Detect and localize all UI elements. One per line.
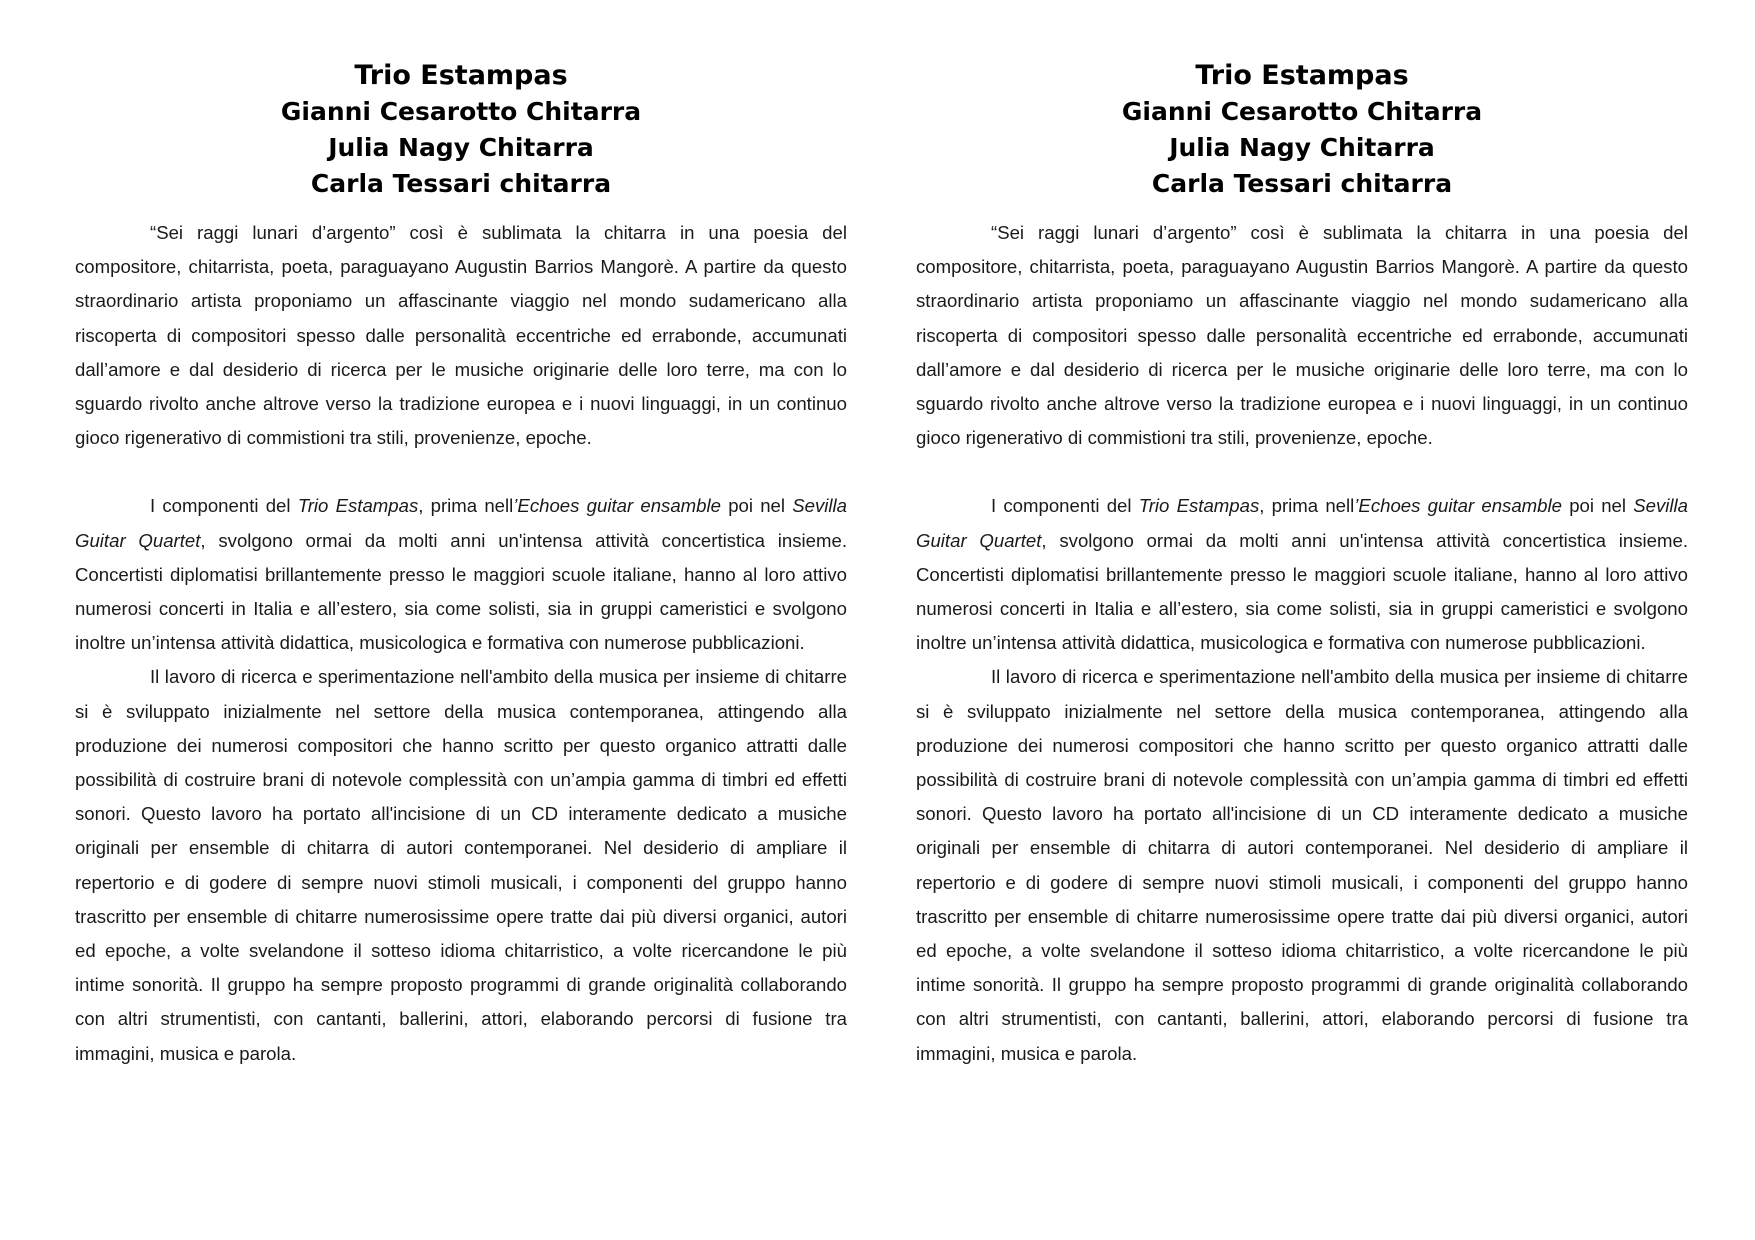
- paragraph-intro: [916, 216, 1688, 455]
- ensemble-title: Trio Estampas: [1195, 60, 1409, 91]
- italic-text-run: Sevilla Guitar Quartet: [75, 495, 848, 551]
- paragraph-members: [916, 489, 1688, 660]
- heading-block: [75, 58, 847, 202]
- performer-line: Gianni Cesarotto Chitarra: [1121, 97, 1483, 126]
- performer-line: Carla Tessari chitarra: [1151, 169, 1453, 198]
- text-run: poi nel: [720, 495, 793, 517]
- page-column-left: [75, 58, 847, 1071]
- text-run: , prima nell: [418, 495, 514, 517]
- text-run: “Sei raggi lunari d’argento” così è sublimata la chitarra in una poesia del compositore, chitarrista, poeta, paraguayano Augustin Barrios Mangorè. A partire da questo straordinario artista proponiamo un affascinante viaggio nel mondo sudamericano alla riscoperta di compositori spesso dalle personalità eccentriche ed errabonde, accumunati dall’amore e dal desiderio di ricerca per le musiche originarie delle loro terre, ma con lo sguardo rivolto anche altrove verso la tradizione europea e i nuovi linguaggi, in un continuo gioco rigenerativo di commistioni tra stili, provenienze, epoche.: [75, 222, 847, 449]
- italic-text-run: Sevilla Guitar Quartet: [916, 495, 1689, 551]
- text-run: Il lavoro di ricerca e sperimentazione nell'ambito della musica per insieme di chitarre si è sviluppato inizialmente nel settore della musica contemporanea, attingendo alla produzione dei numerosi compositori che hanno scritto per questo organico attratti dalle possibilità di costruire brani di notevole complessità con un’ampia gamma di timbri ed effetti sonori. Questo lavoro ha portato all'incisione di un CD interamente dedicato a musiche originali per ensemble di chitarra di autori contemporanei. Nel desiderio di ampliare il repertorio e di godere di sempre nuovi stimoli musicali, i componenti del gruppo hanno trascritto per ensemble di chitarre numerosissime opere tratte dai più diversi organici, autori ed epoche, a volte svelandone il sotteso idioma chitarristico, a volte ricercandone le più intime sonorità. Il gruppo ha sempre proposto programmi di grande originalità collaborando con altri strumentisti, con cantanti, ballerini, attori, elaborando percorsi di fusione tra immagini, musica e parola.: [916, 666, 1688, 1064]
- performer-line: Carla Tessari chitarra: [310, 169, 612, 198]
- italic-text-run: Trio Estampas: [297, 495, 419, 517]
- body-text: [916, 216, 1688, 1071]
- text-run: I componenti del: [150, 495, 298, 517]
- ensemble-title: Trio Estampas: [354, 60, 568, 91]
- text-run: I componenti del: [991, 495, 1139, 517]
- text-run: poi nel: [1561, 495, 1634, 517]
- italic-text-run: ’Echoes guitar ensamble: [513, 495, 721, 517]
- italic-text-run: ’Echoes guitar ensamble: [1354, 495, 1562, 517]
- text-run: , svolgono ormai da molti anni un'intensa attività concertistica insieme. Concertisti diplomatisi brillantemente presso le maggiori scuole italiane, hanno al loro attivo numerosi concerti in Italia e all’estero, sia come solisti, sia in gruppi cameristici e svolgono inoltre un’intensa attività didattica, musicologica e formativa con numerose pubblicazioni.: [75, 529, 847, 654]
- performer-line: Gianni Cesarotto Chitarra: [280, 97, 642, 126]
- text-run: “Sei raggi lunari d’argento” così è sublimata la chitarra in una poesia del compositore, chitarrista, poeta, paraguayano Augustin Barrios Mangorè. A partire da questo straordinario artista proponiamo un affascinante viaggio nel mondo sudamericano alla riscoperta di compositori spesso dalle personalità eccentriche ed errabonde, accumunati dall’amore e dal desiderio di ricerca per le musiche originarie delle loro terre, ma con lo sguardo rivolto anche altrove verso la tradizione europea e i nuovi linguaggi, in un continuo gioco rigenerativo di commistioni tra stili, provenienze, epoche.: [916, 222, 1688, 449]
- page-column-right: [916, 58, 1688, 1071]
- performer-line: Julia Nagy Chitarra: [1169, 133, 1435, 162]
- paragraph-research: [75, 660, 847, 1070]
- paragraph-members: [75, 489, 847, 660]
- paragraph-research: [916, 660, 1688, 1070]
- performer-line: Julia Nagy Chitarra: [328, 133, 594, 162]
- text-run: , svolgono ormai da molti anni un'intensa attività concertistica insieme. Concertisti diplomatisi brillantemente presso le maggiori scuole italiane, hanno al loro attivo numerosi concerti in Italia e all’estero, sia come solisti, sia in gruppi cameristici e svolgono inoltre un’intensa attività didattica, musicologica e formativa con numerose pubblicazioni.: [916, 529, 1688, 654]
- body-text: [75, 216, 847, 1071]
- text-run: , prima nell: [1259, 495, 1355, 517]
- paragraph-intro: [75, 216, 847, 455]
- heading-block: [916, 58, 1688, 202]
- italic-text-run: Trio Estampas: [1138, 495, 1260, 517]
- text-run: Il lavoro di ricerca e sperimentazione nell'ambito della musica per insieme di chitarre si è sviluppato inizialmente nel settore della musica contemporanea, attingendo alla produzione dei numerosi compositori che hanno scritto per questo organico attratti dalle possibilità di costruire brani di notevole complessità con un’ampia gamma di timbri ed effetti sonori. Questo lavoro ha portato all'incisione di un CD interamente dedicato a musiche originali per ensemble di chitarra di autori contemporanei. Nel desiderio di ampliare il repertorio e di godere di sempre nuovi stimoli musicali, i componenti del gruppo hanno trascritto per ensemble di chitarre numerosissime opere tratte dai più diversi organici, autori ed epoche, a volte svelandone il sotteso idioma chitarristico, a volte ricercandone le più intime sonorità. Il gruppo ha sempre proposto programmi di grande originalità collaborando con altri strumentisti, con cantanti, ballerini, attori, elaborando percorsi di fusione tra immagini, musica e parola.: [75, 666, 847, 1064]
